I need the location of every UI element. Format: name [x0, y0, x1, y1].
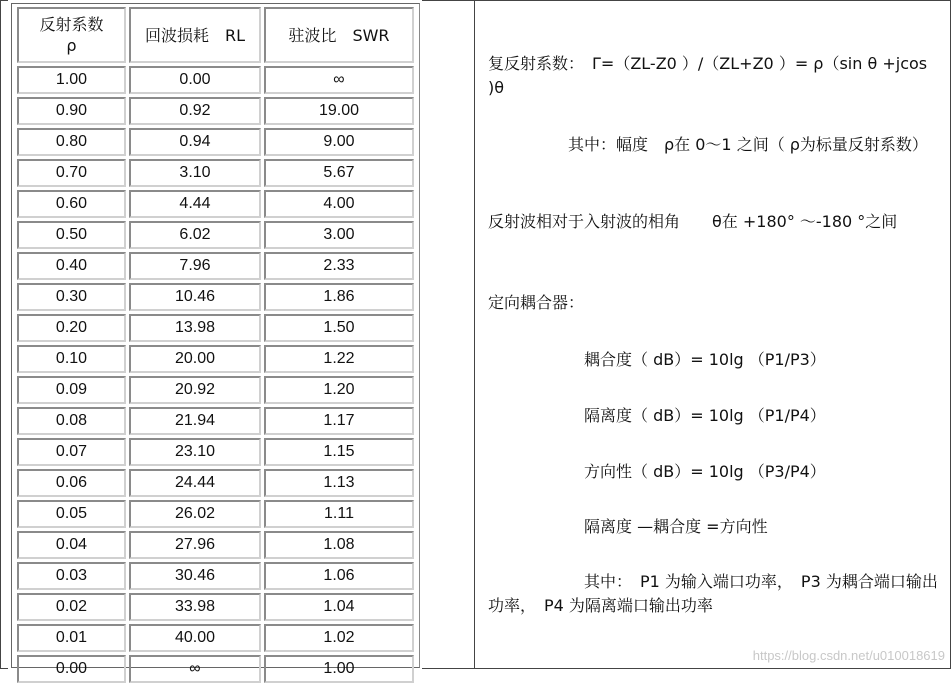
cell-return-loss: 7.96: [129, 252, 261, 280]
table-row: [17, 314, 414, 342]
cell-swr: 1.08: [264, 531, 414, 559]
cell-swr: 1.04: [264, 593, 414, 621]
cell-return-loss: 26.02: [129, 500, 261, 528]
cell-return-loss: 40.00: [129, 624, 261, 652]
cell-reflection-coefficient: 0.80: [17, 128, 126, 156]
header-reflection-coefficient: 反射系数 ρ: [17, 7, 126, 63]
cell-reflection-coefficient: 0.06: [17, 469, 126, 497]
table-row: [17, 66, 414, 94]
table-row: [17, 593, 414, 621]
reflection-table: [14, 4, 417, 686]
table-row: [17, 128, 414, 156]
cell-swr: 9.00: [264, 128, 414, 156]
cell-return-loss: 20.00: [129, 345, 261, 373]
isolation-formula: 隔离度（ dB）= 10lg （P1/P4）: [584, 406, 826, 425]
cell-swr: 1.50: [264, 314, 414, 342]
cell-reflection-coefficient: 0.07: [17, 438, 126, 466]
header-swr: 驻波比 SWR: [264, 7, 414, 63]
table-row: [17, 407, 414, 435]
table-row: [17, 345, 414, 373]
cell-swr: 1.17: [264, 407, 414, 435]
ports-note: 其中： P1 为输入端口功率， P3 为耦合端口输出功率， P4 为隔离端口输出功率: [488, 572, 938, 615]
cell-reflection-coefficient: 0.05: [17, 500, 126, 528]
cell-reflection-coefficient: 0.01: [17, 624, 126, 652]
cell-reflection-coefficient: 0.02: [17, 593, 126, 621]
cell-reflection-coefficient: 0.60: [17, 190, 126, 218]
magnitude-note: 其中：幅度 ρ在 0～1 之间（ ρ为标量反射系数）: [568, 135, 928, 154]
cell-reflection-coefficient: 0.90: [17, 97, 126, 125]
cell-return-loss: 0.00: [129, 66, 261, 94]
cell-swr: 1.86: [264, 283, 414, 311]
cell-return-loss: 13.98: [129, 314, 261, 342]
table-row: [17, 283, 414, 311]
cell-reflection-coefficient: 0.40: [17, 252, 126, 280]
cell-swr: 1.22: [264, 345, 414, 373]
cell-reflection-coefficient: 0.20: [17, 314, 126, 342]
cell-swr: 4.00: [264, 190, 414, 218]
cell-swr: 1.20: [264, 376, 414, 404]
cell-swr: 1.02: [264, 624, 414, 652]
table-row: [17, 531, 414, 559]
table-row: [17, 655, 414, 683]
cell-swr: 19.00: [264, 97, 414, 125]
table-row: [17, 376, 414, 404]
cell-reflection-coefficient: 0.03: [17, 562, 126, 590]
cell-swr: 1.00: [264, 655, 414, 683]
cell-swr: 1.06: [264, 562, 414, 590]
cell-return-loss: ∞: [129, 655, 261, 683]
coupler-title: 定向耦合器：: [488, 293, 585, 312]
cell-swr: 5.67: [264, 159, 414, 187]
cell-reflection-coefficient: 0.50: [17, 221, 126, 249]
cell-reflection-coefficient: 0.30: [17, 283, 126, 311]
reflection-formula: 复反射系数： Γ=（ZL-Z0 ）/（ZL+Z0 ）= ρ（sin θ +jcos )θ: [488, 54, 928, 97]
cell-swr: ∞: [264, 66, 414, 94]
cell-reflection-coefficient: 0.00: [17, 655, 126, 683]
cell-reflection-coefficient: 0.70: [17, 159, 126, 187]
coupling-formula: 耦合度（ dB）= 10lg （P1/P3）: [584, 350, 826, 369]
cell-swr: 1.15: [264, 438, 414, 466]
cell-return-loss: 30.46: [129, 562, 261, 590]
table-row: [17, 624, 414, 652]
watermark: https://blog.csdn.net/u010018619: [752, 648, 945, 663]
table-row: [17, 562, 414, 590]
table-row: [17, 221, 414, 249]
cell-reflection-coefficient: 0.09: [17, 376, 126, 404]
table-row: [17, 252, 414, 280]
table-row: [17, 469, 414, 497]
cell-swr: 2.33: [264, 252, 414, 280]
cell-swr: 1.11: [264, 500, 414, 528]
relation-formula: 隔离度 —耦合度 =方向性: [584, 517, 768, 536]
column-divider: [474, 0, 475, 669]
cell-return-loss: 6.02: [129, 221, 261, 249]
cell-return-loss: 10.46: [129, 283, 261, 311]
table-row: [17, 500, 414, 528]
cell-return-loss: 0.92: [129, 97, 261, 125]
cell-return-loss: 27.96: [129, 531, 261, 559]
cell-reflection-coefficient: 1.00: [17, 66, 126, 94]
header-return-loss: 回波损耗 RL: [129, 7, 261, 63]
cell-swr: 3.00: [264, 221, 414, 249]
table-row: [17, 159, 414, 187]
cell-swr: 1.13: [264, 469, 414, 497]
cell-return-loss: 4.44: [129, 190, 261, 218]
table-header-row: [17, 7, 414, 63]
cell-return-loss: 3.10: [129, 159, 261, 187]
cell-reflection-coefficient: 0.10: [17, 345, 126, 373]
cell-return-loss: 0.94: [129, 128, 261, 156]
cell-return-loss: 24.44: [129, 469, 261, 497]
cell-return-loss: 20.92: [129, 376, 261, 404]
table-row: [17, 438, 414, 466]
cell-return-loss: 23.10: [129, 438, 261, 466]
cell-reflection-coefficient: 0.04: [17, 531, 126, 559]
cell-reflection-coefficient: 0.08: [17, 407, 126, 435]
cell-return-loss: 33.98: [129, 593, 261, 621]
directivity-formula: 方向性（ dB）= 10lg （P3/P4）: [584, 462, 826, 481]
phase-note: 反射波相对于入射波的相角 θ在 +180° ～-180 °之间: [488, 212, 898, 231]
cell-return-loss: 21.94: [129, 407, 261, 435]
table-row: [17, 190, 414, 218]
table-row: [17, 97, 414, 125]
